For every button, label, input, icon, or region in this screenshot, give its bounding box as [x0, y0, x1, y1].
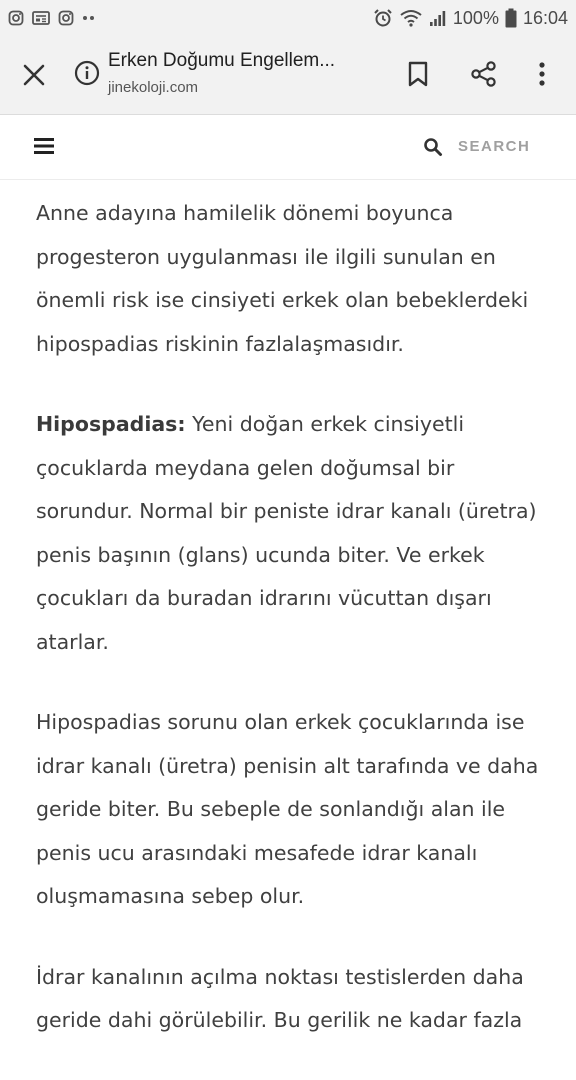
- news-icon: [32, 10, 50, 26]
- search-button[interactable]: SEARCH: [458, 138, 531, 155]
- bookmark-icon[interactable]: [406, 60, 430, 88]
- share-icon[interactable]: [470, 60, 498, 88]
- instagram-icon: [58, 10, 74, 26]
- wifi-icon: [399, 8, 423, 28]
- info-icon[interactable]: [74, 60, 100, 86]
- battery-icon: [505, 8, 517, 28]
- search-icon[interactable]: [423, 137, 443, 157]
- more-vert-icon[interactable]: [532, 60, 552, 88]
- page-title[interactable]: Erken Doğumu Engellem...: [108, 50, 336, 71]
- alarm-icon: [373, 8, 393, 28]
- battery-percent: 100%: [452, 7, 499, 28]
- close-icon[interactable]: [20, 61, 48, 89]
- term-definition: Yeni doğan erkek cinsiyetli çocuklarda meydana gelen doğumsal bir sorundur. Normal bir peniste idrar kanalı (üretra) penis başının (glans) ucunda biter. Ve erkek çocukları da buradan idrarını vücuttan dışarı atarlar.: [36, 412, 537, 654]
- browser-toolbar: [0, 36, 576, 115]
- hamburger-menu-icon[interactable]: [34, 137, 54, 155]
- more-notifications-icon: [82, 15, 96, 21]
- system-icons: [373, 6, 568, 30]
- term-heading: Hipospadias:: [36, 412, 186, 436]
- article-paragraph: Anne adayına hamilelik dönemi boyunca progesteron uygulanması ile ilgili sunulan en önemli risk ise cinsiyeti erkek olan bebeklerdeki hipospadias riskinin fazlalaşmasıdır.: [36, 201, 529, 356]
- clock: 16:04: [522, 7, 568, 28]
- signal-icon: [429, 9, 447, 27]
- instagram-icon: [8, 10, 24, 26]
- article-paragraph: İdrar kanalının açılma noktası testislerden daha geride dahi görülebilir. Bu gerilik ne kadar fazla: [36, 964, 524, 1032]
- notification-icons: [8, 8, 96, 28]
- article-body: [36, 192, 546, 1080]
- site-header: [0, 115, 576, 180]
- page-url[interactable]: jinekoloji.com: [108, 79, 199, 96]
- article-paragraph: [36, 403, 546, 664]
- article-paragraph: Hipospadias sorunu olan erkek çocuklarında ise idrar kanalı (üretra) penisin alt tarafında ve daha geride biter. Bu sebeple de sonlandığı alan ile penis ucu arasındaki mesafede idrar kanalı oluşmamasına sebep olur.: [36, 710, 539, 908]
- status-bar: [0, 0, 576, 36]
